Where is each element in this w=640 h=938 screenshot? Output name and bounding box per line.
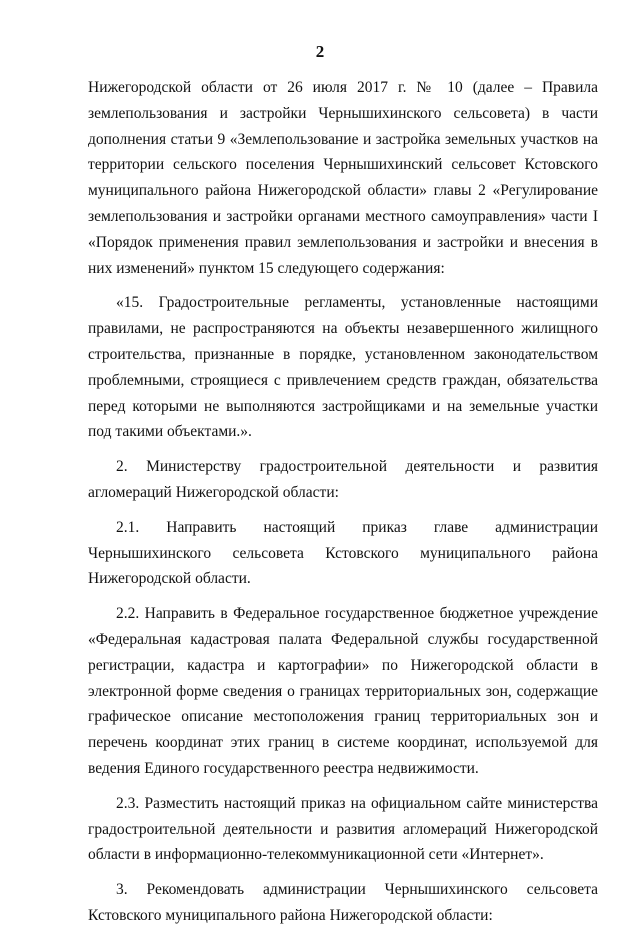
paragraph-item-2-2: 2.2. Направить в Федеральное государственное бюджетное учреждение «Федеральная кадастровая палата Федеральной службы государственной регистрации, кадастра и картографии» по Нижегородской области в электронной форме сведения о границах территориальных зон, содержащие графическое описание местоположения границ территориальных зон и перечень координат этих границ в системе координат, используемой для ведения Единого государственного реестра недвижимости. [88, 605, 598, 777]
paragraph-clause-15: «15. Градостроительные регламенты, установленные настоящими правилами, не распространяются на объекты незавершенного жилищного строительства, признанные в порядке, установленном законодательством проблемными, строящиеся с привлечением средств граждан, обязательства перед которыми не выполняются застройщиками и на земельные участки под такими объектами.». [88, 294, 598, 441]
paragraph-item-3: 3. Рекомендовать администрации Чернышихинского сельсовета Кстовского муниципального района Нижегородской области: [88, 881, 598, 924]
paragraph-item-2-1: 2.1. Направить настоящий приказ главе администрации Чернышихинского сельсовета Кстовского муниципального района Нижегородской области. [88, 518, 598, 588]
paragraph-rules-amendment: Нижегородской области от 26 июля 2017 г. № 10 (далее – Правила землепользования и застройки Чернышихинского сельсовета) в части дополнения статьи 9 «Землепользование и застройка земельных участков на территории сельского поселения Чернышихинский сельсовет Кстовского муниципального района Нижегородской области» главы 2 «Регулирование землепользования и застройки органами местного самоуправления» части I «Порядок применения правил землепользования и застройки и внесения в них изменений» пунктом 15 следующего содержания: [88, 79, 598, 277]
paragraph-item-2: 2. Министерству градостроительной деятельности и развития агломераций Нижегородской области: [88, 458, 598, 501]
document-body [88, 75, 598, 938]
page-number: 2 [315, 42, 325, 61]
paragraph-item-2-3: 2.3. Разместить настоящий приказ на официальном сайте министерства градостроительной деятельности и развития агломераций Нижегородской области в информационно-телекоммуникационной сети «Интернет». [88, 794, 598, 864]
